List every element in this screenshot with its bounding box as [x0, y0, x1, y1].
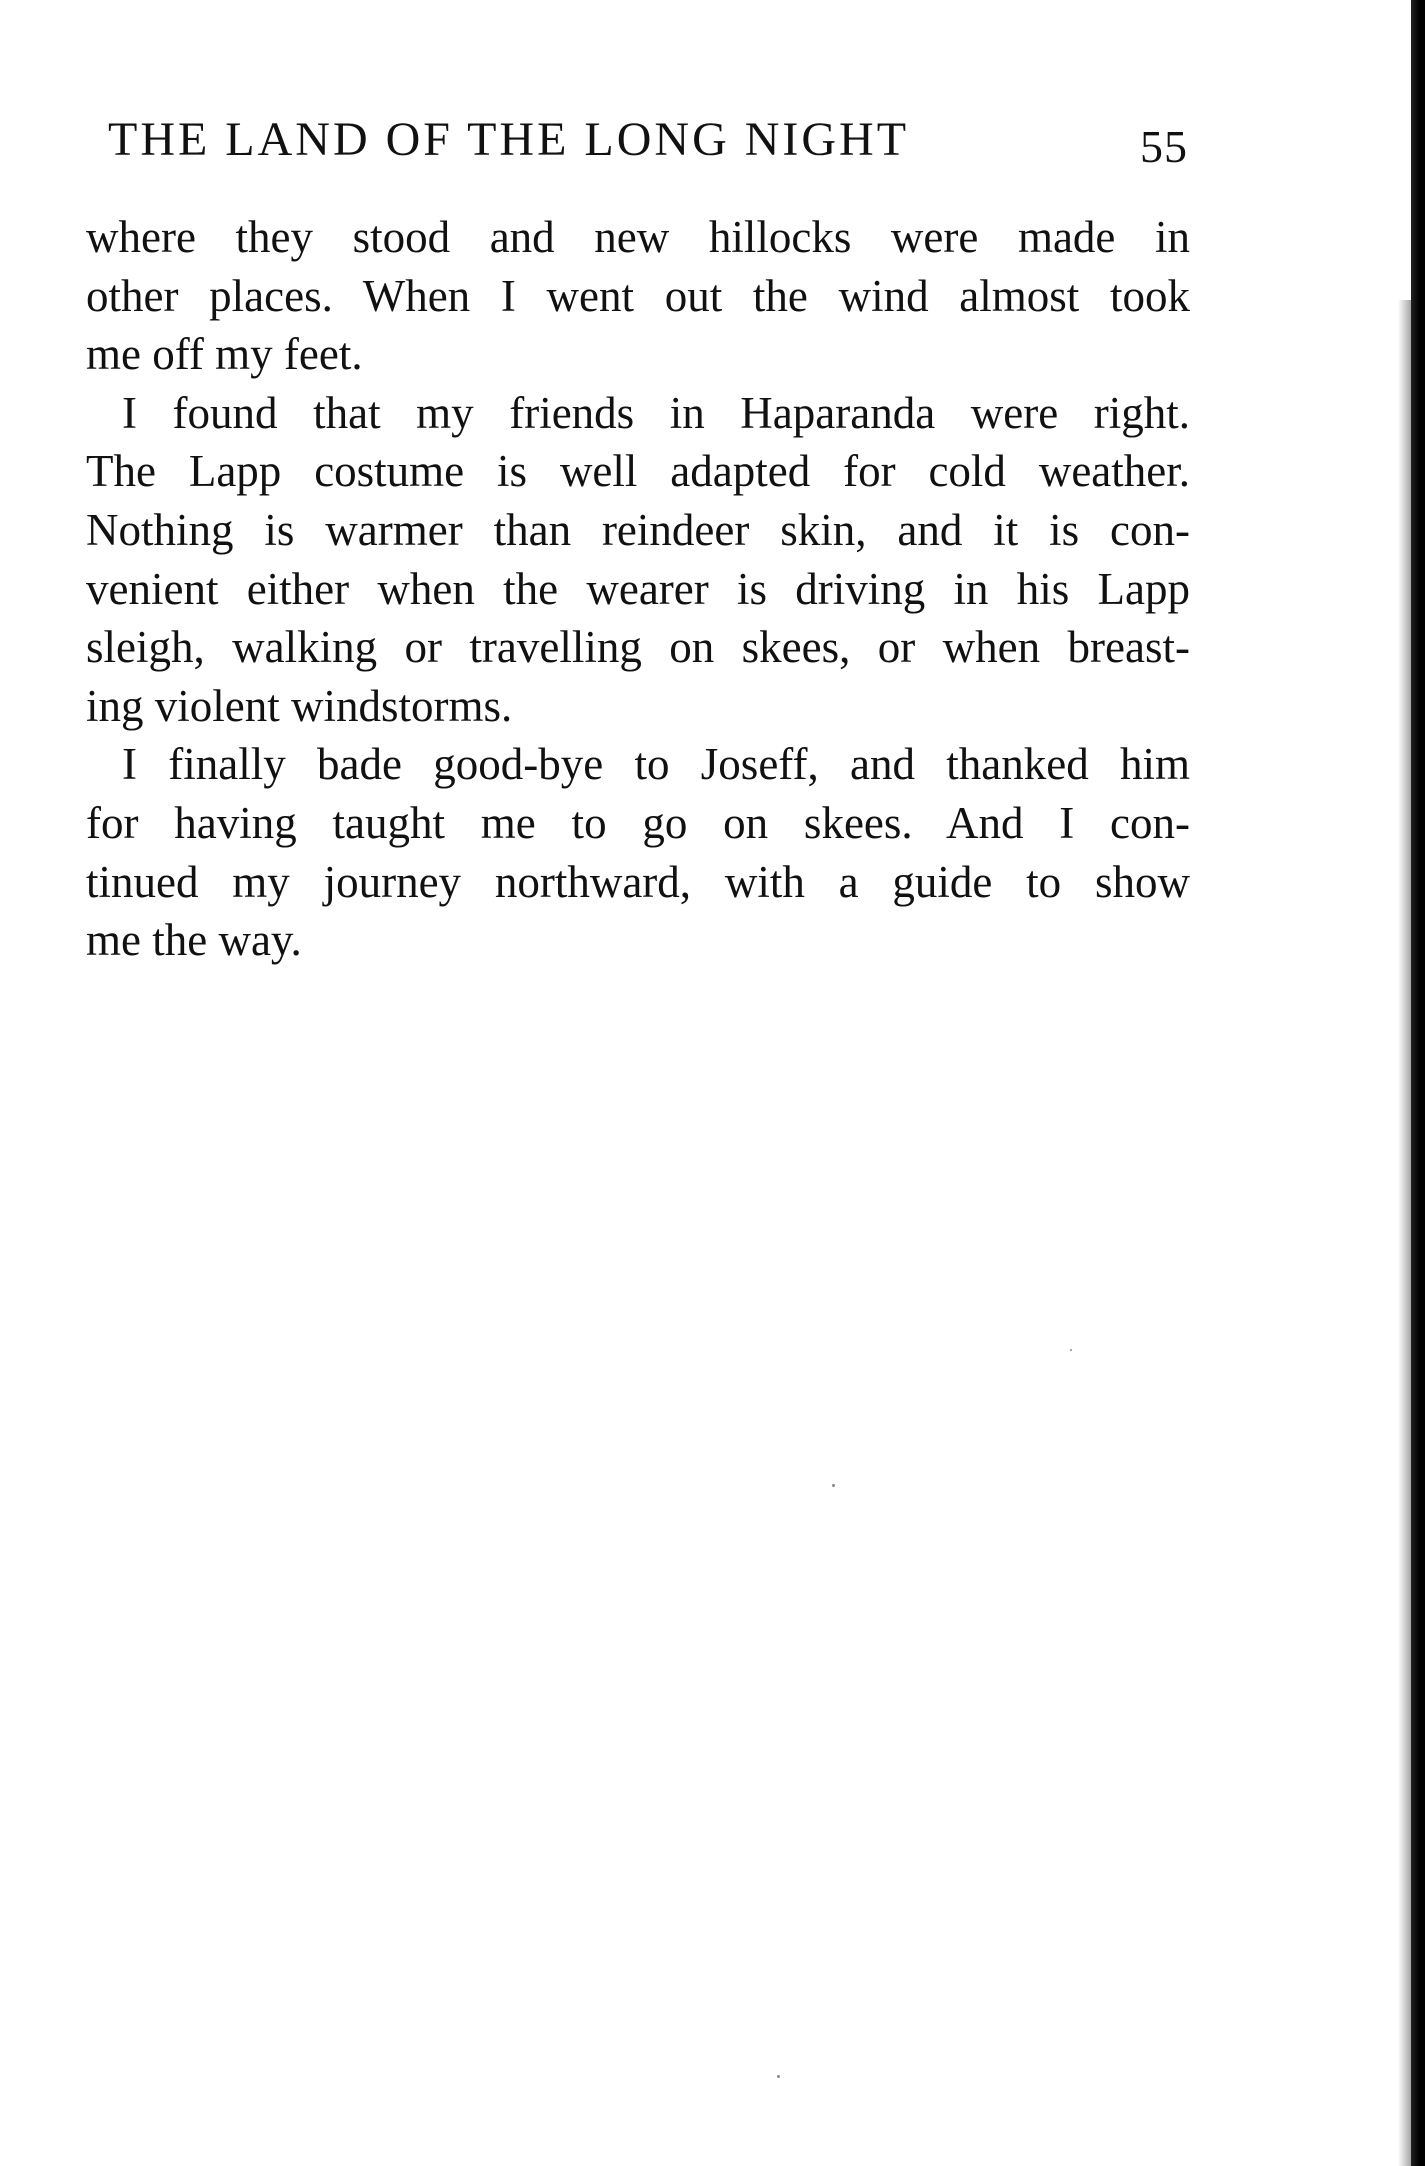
text-line: me the way.: [86, 915, 302, 966]
text-line: where they stood and new hillocks were made in: [86, 212, 1190, 262]
running-title: THE LAND OF THE LONG NIGHT: [108, 113, 910, 166]
text-line: I finally bade good-bye to Joseff, and thanked him: [122, 739, 1190, 790]
paper-speck: [1070, 1349, 1072, 1351]
body-text: [86, 208, 1190, 970]
binding-shadow: [1398, 300, 1411, 2166]
paper-speck: [832, 1484, 835, 1487]
text-line: Nothing is warmer than reindeer skin, and it is con-: [86, 504, 1190, 555]
text-line: other places. When I went out the wind almost took: [86, 270, 1190, 321]
page-header: [108, 112, 1188, 172]
text-line: tinued my journey northward, with a guide to show: [86, 856, 1190, 907]
text-line: venient either when the wearer is driving in his Lapp: [86, 563, 1190, 614]
text-line: I found that my friends in Haparanda were right.: [122, 387, 1190, 438]
text-line: sleigh, walking or travelling on skees, or when breast-: [86, 622, 1190, 673]
text-line: me off my feet.: [86, 329, 363, 380]
text-line: The Lapp costume is well adapted for cold weather.: [86, 446, 1190, 497]
page-number: 55: [1140, 121, 1188, 172]
text-line: ing violent windstorms.: [86, 680, 513, 731]
page-binding-edge: [1411, 0, 1425, 2166]
paper-speck: [777, 2075, 780, 2078]
text-line: for having taught me to go on skees. And I con-: [86, 797, 1190, 848]
